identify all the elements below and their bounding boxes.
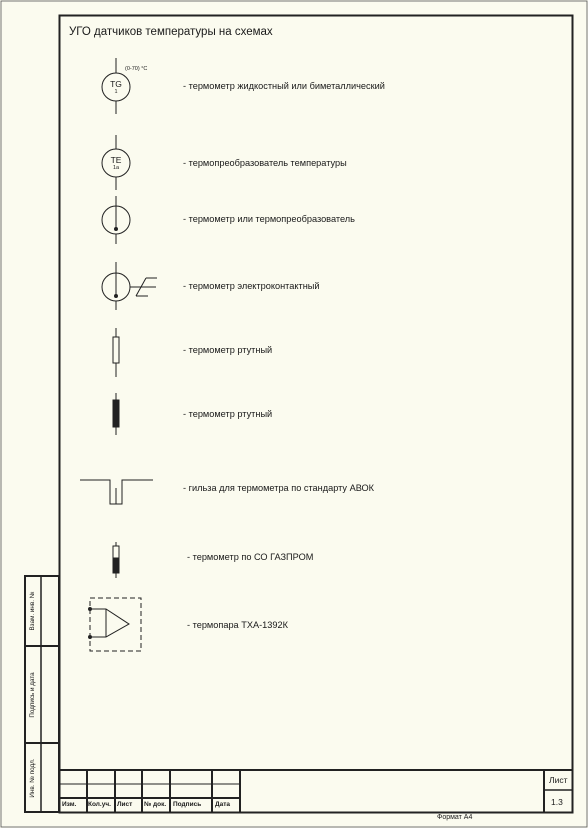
symbol-thermometer-or-transducer <box>102 196 130 244</box>
side-stamp-vzam: Взам. инв. № <box>29 591 36 631</box>
title-block <box>59 770 572 812</box>
symbol-label: - гильза для термометра по стандарту АВОК <box>183 483 375 493</box>
tag-tg: TG <box>110 79 122 89</box>
tb-col-izm: Изм. <box>62 801 77 808</box>
symbol-thermowell-avok <box>80 480 153 504</box>
symbol-thermometer-gazprom <box>113 542 119 578</box>
symbol-label: - термометр или термопреобразователь <box>183 214 355 224</box>
symbol-label: - термометр ртутный <box>183 409 273 419</box>
symbol-label: - термометр электроконтактный <box>183 281 320 291</box>
side-stamp-inv: Инв. № подл. <box>29 758 36 798</box>
main-frame <box>60 16 573 813</box>
tag-te-number: 1а <box>112 165 120 171</box>
symbol-label: - термопара ТХА-1392К <box>187 620 288 630</box>
sheet-number: 1.3 <box>551 797 563 807</box>
page-title: УГО датчиков температуры на схемах <box>69 26 273 38</box>
symbol-mercury-thermometer-filled <box>113 393 119 435</box>
symbol-label: - термометр ртутный <box>183 345 273 355</box>
symbol-thermocouple <box>89 598 142 651</box>
tb-col-data: Дата <box>215 801 231 808</box>
range-label: (0-70) °С <box>125 66 148 72</box>
tb-col-podpis: Подпись <box>173 801 202 808</box>
symbol-label: - термопреобразователь температуры <box>183 158 347 168</box>
tag-tg-number: 1 <box>114 89 118 95</box>
tb-col-list: Лист <box>117 801 133 808</box>
sheet-label: Лист <box>549 775 568 785</box>
symbol-label: - термометр жидкостный или биметаллический <box>183 81 385 91</box>
tb-col-ndok: № док. <box>144 801 167 808</box>
paper-format: Формат А4 <box>437 814 473 821</box>
tag-te: TE <box>110 155 122 165</box>
symbol-electrocontact-thermometer <box>102 262 157 310</box>
side-stamp-podpis: Подпись и дата <box>29 672 36 718</box>
symbol-mercury-thermometer-hollow <box>113 328 119 377</box>
symbol-label: - термометр по СО ГАЗПРОМ <box>187 552 314 562</box>
tb-col-kolich: Кол.уч. <box>88 801 111 808</box>
